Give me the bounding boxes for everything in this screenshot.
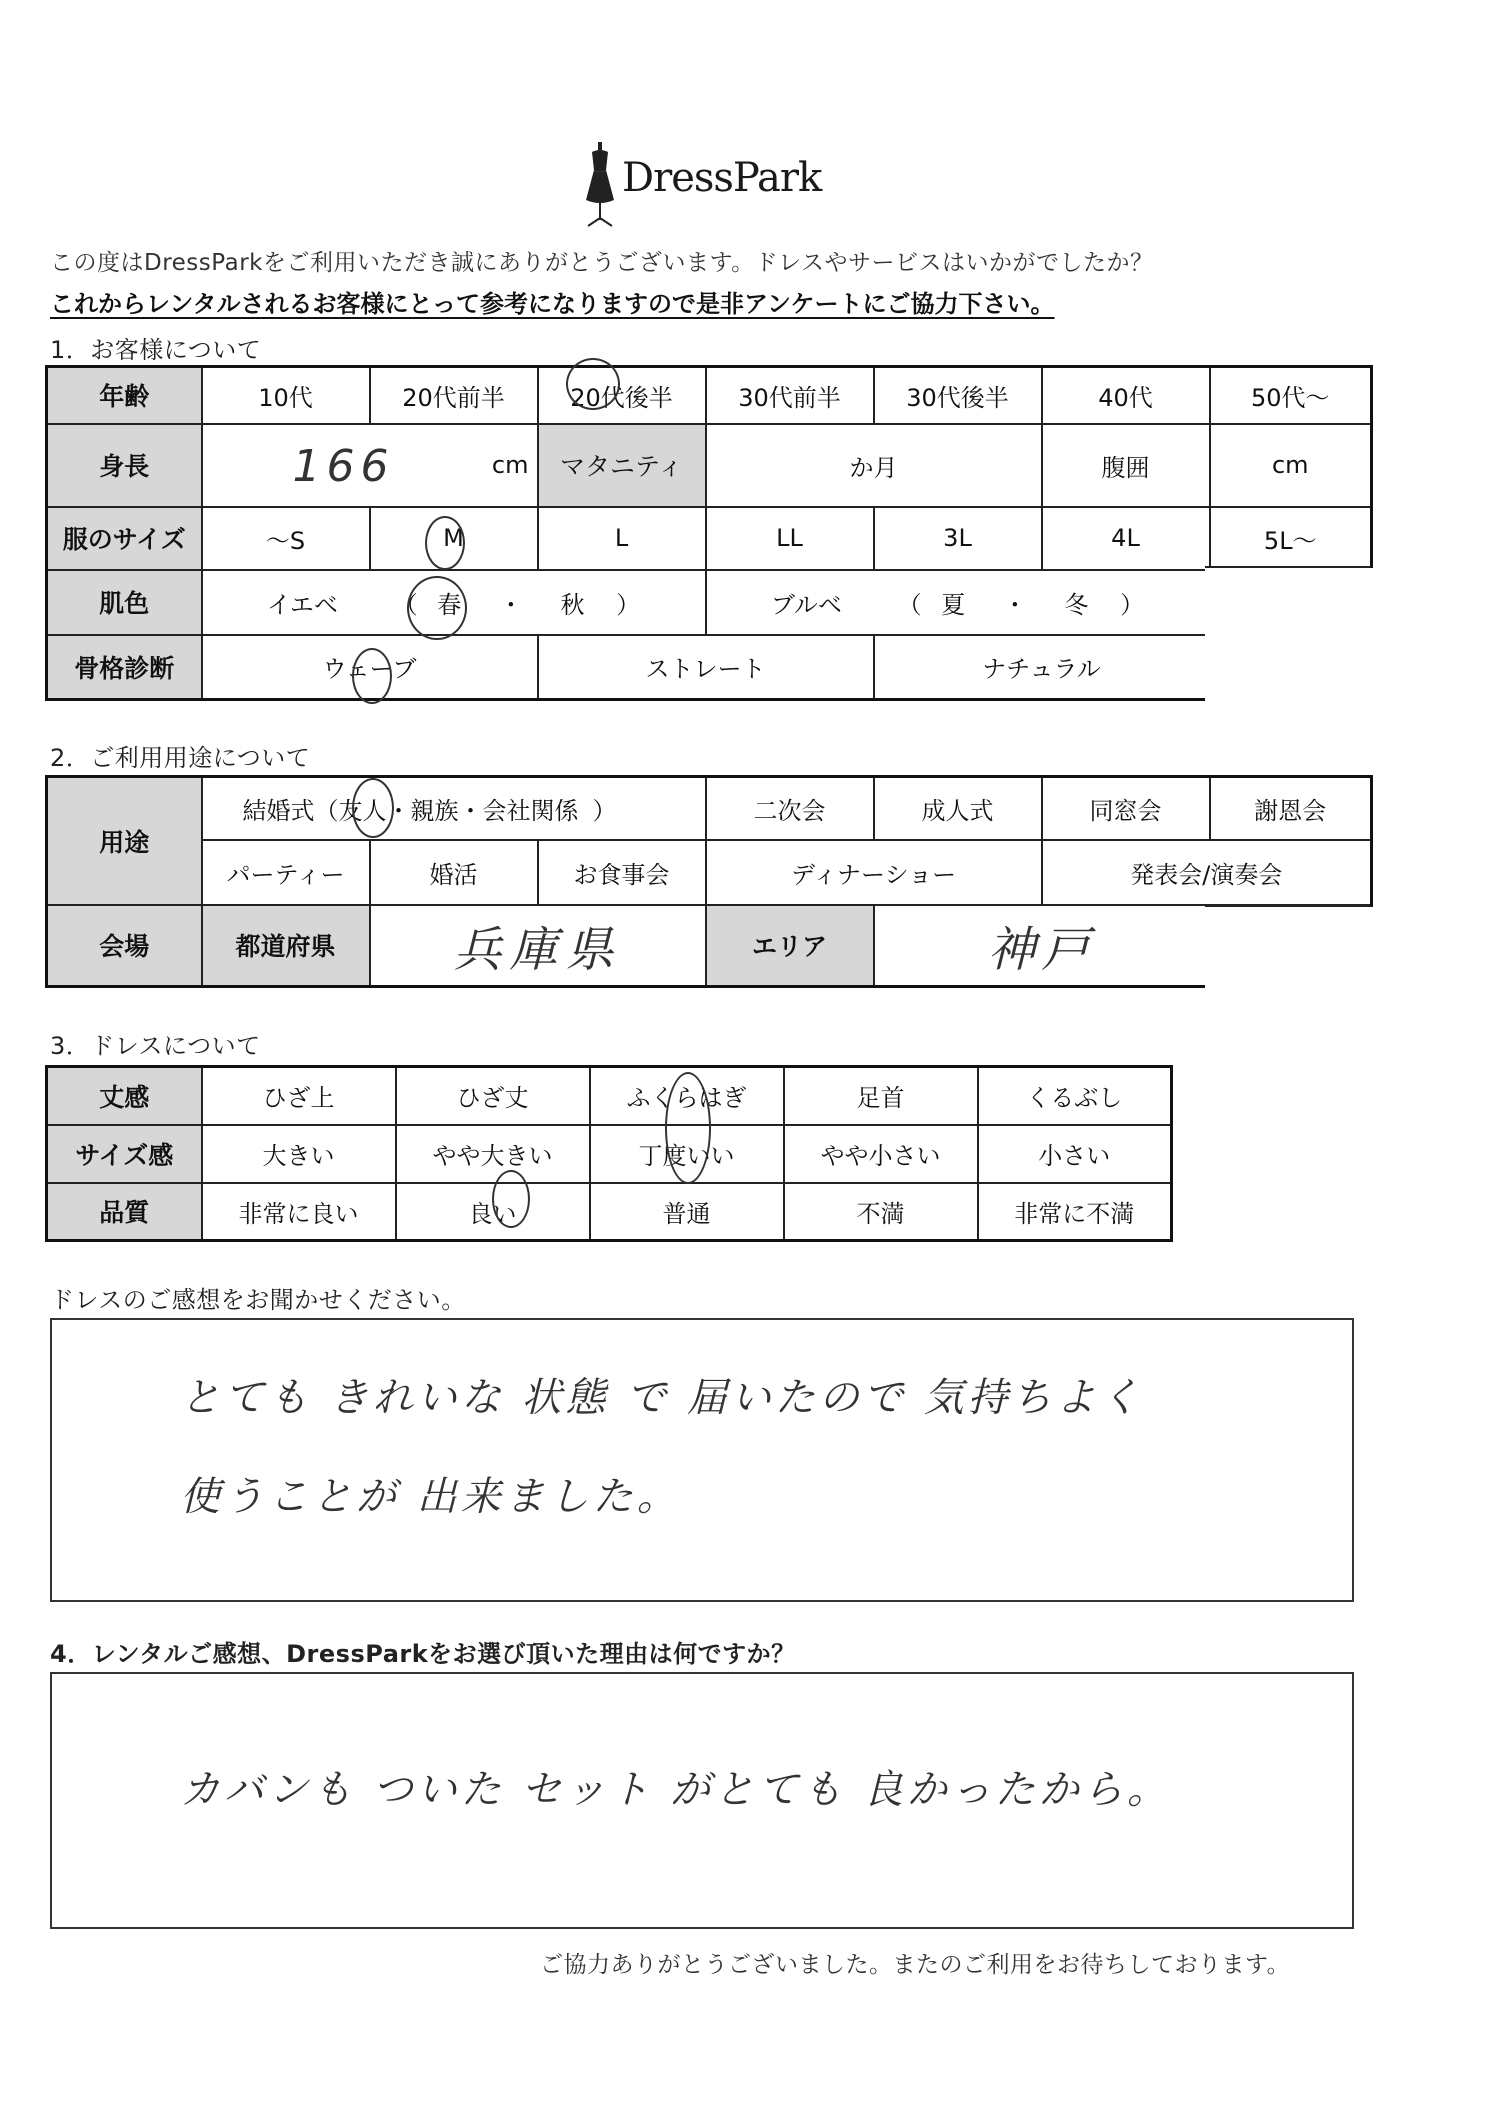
frame-option[interactable]: ストレート	[538, 635, 874, 700]
rental-comment-text: カバンも ついた セット がとても 良かったから。	[180, 1767, 1171, 1813]
age-option-selected[interactable]: 20代後半	[538, 367, 706, 424]
summer-option[interactable]: 夏	[941, 590, 966, 619]
dot-separator: ・	[498, 590, 523, 619]
purpose-option[interactable]: 成人式	[874, 777, 1042, 840]
prefecture-field[interactable]	[370, 905, 706, 987]
fit-option[interactable]: やや小さい	[784, 1125, 978, 1183]
prefecture-value: 兵庫県	[453, 921, 622, 978]
length-option[interactable]: ひざ上	[202, 1067, 396, 1125]
selection-circle	[425, 516, 465, 570]
purpose-option[interactable]: 同窓会	[1042, 777, 1210, 840]
selection-circle	[352, 778, 394, 838]
age-option[interactable]: 30代後半	[874, 367, 1042, 424]
length-option-selected[interactable]: ふくらはぎ	[590, 1067, 784, 1125]
length-option[interactable]: 足首	[784, 1067, 978, 1125]
area-value: 神戸	[987, 921, 1096, 978]
purpose-option[interactable]: お食事会	[538, 840, 706, 905]
yellow-base-label: イエベ	[266, 590, 338, 619]
autumn-option[interactable]: 秋	[560, 590, 585, 619]
fit-option[interactable]: 大きい	[202, 1125, 396, 1183]
section2-title: 2．ご利用用途について	[50, 744, 311, 772]
age-option[interactable]: 40代	[1042, 367, 1210, 424]
waist-unit[interactable]: cm	[1210, 424, 1372, 507]
frame-option-selected[interactable]: ウェーブ	[202, 635, 538, 700]
maternity-label: マタニティ	[538, 424, 706, 507]
age-option[interactable]: 50代～	[1210, 367, 1372, 424]
fit-option[interactable]: 小さい	[978, 1125, 1172, 1183]
quality-option[interactable]: 不満	[784, 1183, 978, 1241]
footer-thanks: ご協力ありがとうございました。またのご利用をお待ちしております。	[540, 1952, 1291, 1978]
quality-option[interactable]: 非常に良い	[202, 1183, 396, 1241]
paren-open: （	[393, 590, 418, 619]
purpose-option[interactable]: パーティー	[202, 840, 370, 905]
section4-title: 4．レンタルご感想、DressParkをお選び頂いた理由は何ですか？	[50, 1640, 796, 1668]
selection-circle	[352, 648, 392, 704]
fit-label: サイズ感	[47, 1125, 202, 1183]
prefecture-label: 都道府県	[202, 905, 370, 987]
quality-label: 品質	[47, 1183, 202, 1241]
fit-option[interactable]: やや大きい	[396, 1125, 590, 1183]
dress-comment-line1: とても きれいな 状態 で 届いたので 気持ちよく	[180, 1375, 1144, 1421]
dress-form-logo-icon	[580, 140, 620, 230]
length-label: 丈感	[47, 1067, 202, 1125]
skin-label: 肌色	[47, 570, 202, 635]
frame-label: 骨格診断	[47, 635, 202, 700]
customer-table	[45, 365, 1373, 701]
blue-base-label: ブルベ	[770, 590, 842, 619]
brand-logo: DressPark	[622, 155, 822, 201]
winter-option[interactable]: 冬	[1064, 590, 1089, 619]
height-value: 166	[292, 440, 395, 492]
quality-option[interactable]: 普通	[590, 1183, 784, 1241]
length-option[interactable]: くるぶし	[978, 1067, 1172, 1125]
paren-close: ）	[616, 590, 641, 619]
frame-option[interactable]: ナチュラル	[874, 635, 1210, 700]
intro-request: これからレンタルされるお客様にとって参考になりますので是非アンケートにご協力下さい。	[50, 290, 1055, 318]
area-field[interactable]	[874, 905, 1210, 987]
wedding-option[interactable]	[202, 777, 706, 840]
height-field[interactable]	[202, 424, 538, 507]
waist-label: 腹囲	[1042, 424, 1210, 507]
purpose-option[interactable]: 二次会	[706, 777, 874, 840]
height-label: 身長	[47, 424, 202, 507]
size-option[interactable]: ～S	[202, 507, 370, 570]
selection-circle	[407, 576, 467, 640]
dress-comment-prompt: ドレスのご感想をお聞かせください。	[50, 1286, 466, 1314]
size-option[interactable]: 4L	[1042, 507, 1210, 570]
size-label: 服のサイズ	[47, 507, 202, 570]
wedding-relations[interactable]: 友人・親族・会社関係	[338, 796, 579, 825]
age-label: 年齢	[47, 367, 202, 424]
size-option[interactable]: L	[538, 507, 706, 570]
height-unit: cm	[491, 450, 529, 479]
section3-title: 3．ドレスについて	[50, 1032, 261, 1060]
blue-base-option[interactable]	[706, 570, 1210, 635]
quality-option[interactable]: 非常に不満	[978, 1183, 1172, 1241]
purpose-option[interactable]: 発表会/演奏会	[1042, 840, 1372, 905]
purpose-table	[45, 775, 1373, 988]
age-option[interactable]: 20代前半	[370, 367, 538, 424]
dress-table	[45, 1065, 1173, 1242]
age-option[interactable]: 10代	[202, 367, 370, 424]
venue-label: 会場	[47, 905, 202, 987]
purpose-label: 用途	[47, 777, 202, 905]
quality-option-selected[interactable]: 良い	[396, 1183, 590, 1241]
size-option[interactable]: 5L～	[1210, 507, 1372, 570]
purpose-option[interactable]: ディナーショー	[706, 840, 1042, 905]
age-option[interactable]: 30代前半	[706, 367, 874, 424]
dress-comment-line2: 使うことが 出来ました。	[180, 1474, 681, 1520]
dot-separator: ・	[1002, 590, 1027, 619]
selection-circle	[665, 1072, 711, 1184]
fit-option-selected[interactable]: 丁度いい	[590, 1125, 784, 1183]
intro-text: この度はDressParkをご利用いただき誠にありがとうございます。ドレスやサービスはいかがでしたか？	[50, 250, 1154, 276]
spring-option[interactable]: 春	[437, 590, 462, 619]
wedding-label: 結婚式（	[242, 796, 339, 825]
maternity-months[interactable]: か月	[706, 424, 1042, 507]
length-option[interactable]: ひざ丈	[396, 1067, 590, 1125]
wedding-close: ）	[592, 796, 617, 825]
purpose-option[interactable]: 謝恩会	[1210, 777, 1372, 840]
dress-comment-box[interactable]	[50, 1318, 1354, 1602]
size-option[interactable]: LL	[706, 507, 874, 570]
area-label: エリア	[706, 905, 874, 987]
selection-circle	[566, 358, 620, 410]
size-option[interactable]: 3L	[874, 507, 1042, 570]
selection-circle	[492, 1170, 530, 1228]
section1-title: 1．お客様について	[50, 336, 262, 364]
purpose-option[interactable]: 婚活	[370, 840, 538, 905]
size-option-selected[interactable]: M	[370, 507, 538, 570]
paren-close: ）	[1120, 590, 1145, 619]
paren-open: （	[897, 590, 922, 619]
